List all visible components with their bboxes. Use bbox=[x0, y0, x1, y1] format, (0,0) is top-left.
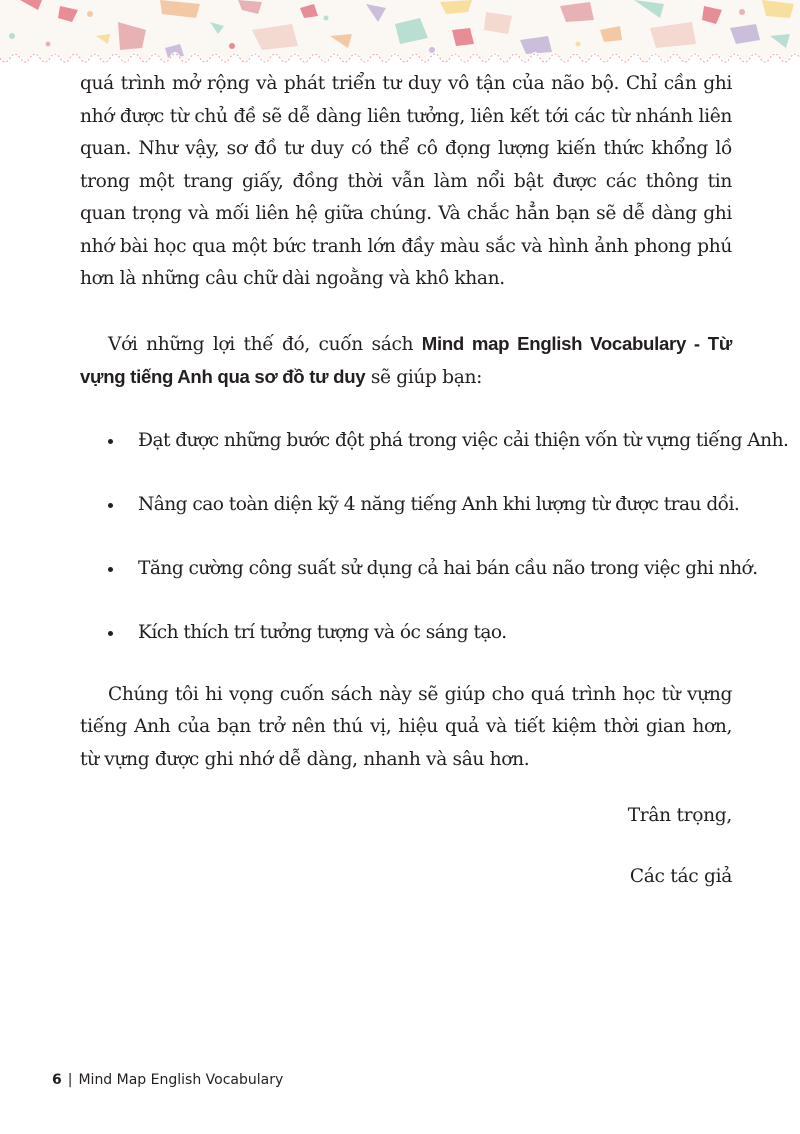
bullet-icon bbox=[108, 439, 113, 444]
page-number: 6 bbox=[52, 1072, 62, 1088]
intro-paragraph: quá trình mở rộng và phát triển tư duy vô tận của não bộ. Chỉ cần ghi nhớ được từ chủ đề sẽ dễ dàng liên tưởng, liên kết tới các từ nhánh liên quan. Như vậy, sơ đồ tư duy có thể cô đọng lượng kiến thức khổng lồ trong một trang giấy, đồng thời vẫn làm nổi bật được các thông tin quan trọng và mối liên hệ giữa chúng. Và chắc hẳn bạn sẽ dễ dàng ghi nhớ bài học qua một bức tranh lớn đầy màu sắc và hình ảnh phong phú hơn là những câu chữ dài ngoằng và khô khan. bbox=[80, 73, 732, 289]
list-item-text: Kích thích trí tưởng tượng và óc sáng tạo. bbox=[138, 621, 507, 643]
list-item bbox=[80, 425, 789, 489]
bullet-icon bbox=[108, 503, 113, 508]
list-item-text: Đạt được những bước đột phá trong việc cải thiện vốn từ vựng tiếng Anh. bbox=[138, 429, 789, 451]
footer-separator: | bbox=[67, 1072, 73, 1088]
closing-paragraph: Chúng tôi hi vọng cuốn sách này sẽ giúp cho quá trình học từ vựng tiếng Anh của bạn trở nên thú vị, hiệu quả và tiết kiệm thời gian hơn, từ vựng được ghi nhớ dễ dàng, nhanh và sâu hơn. bbox=[80, 683, 732, 770]
footer-book-title: Mind Map English Vocabulary bbox=[78, 1072, 284, 1088]
bullet-icon bbox=[108, 567, 113, 572]
lead-paragraph bbox=[80, 328, 732, 395]
list-item bbox=[80, 617, 732, 681]
list-item-text: Tăng cường công suất sử dụng cả hai bán cầu não trong việc ghi nhớ. bbox=[138, 557, 758, 579]
terrazzo-shapes bbox=[9, 0, 794, 58]
list-item bbox=[80, 553, 758, 617]
lead-text-after: sẽ giúp bạn: bbox=[365, 367, 482, 388]
list-item bbox=[80, 489, 740, 553]
benefits-list bbox=[80, 425, 789, 681]
authors-line: Các tác giả bbox=[629, 866, 732, 887]
scallop-border bbox=[0, 52, 800, 66]
regards-line: Trân trọng, bbox=[627, 805, 732, 826]
list-item-text: Nâng cao toàn diện kỹ 4 năng tiếng Anh khi lượng từ được trau dồi. bbox=[138, 493, 740, 515]
bullet-icon bbox=[108, 631, 113, 636]
book-title-bold: Mind map English Vocabulary - Từ vựng tiếng Anh qua sơ đồ tư duy bbox=[80, 332, 732, 387]
lead-text-before: Với những lợi thế đó, cuốn sách bbox=[108, 333, 422, 355]
page-footer bbox=[52, 1072, 283, 1088]
page-body bbox=[80, 68, 789, 776]
